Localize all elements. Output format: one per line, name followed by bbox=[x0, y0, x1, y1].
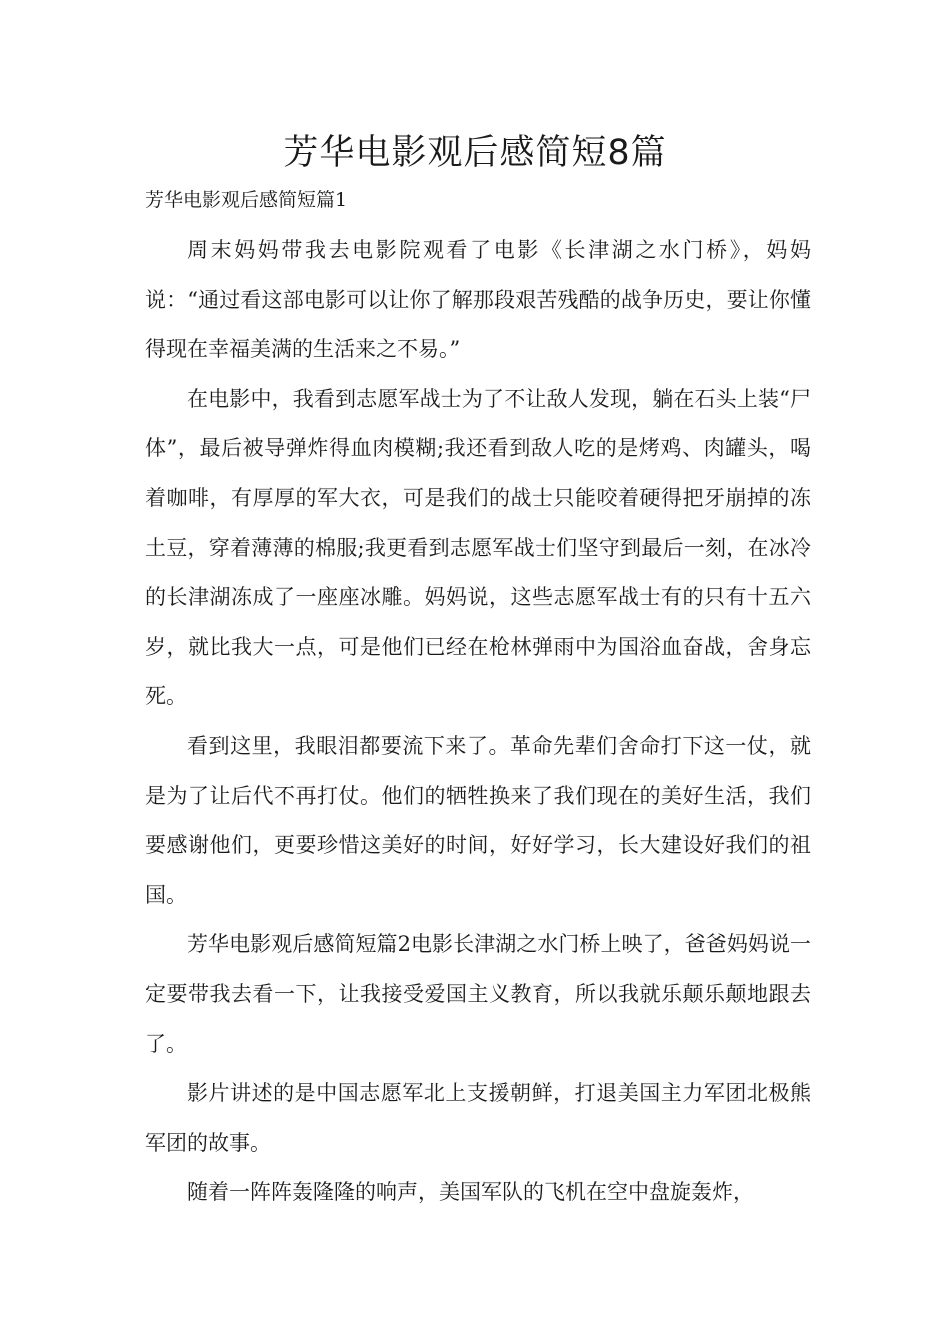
paragraph: 在电影中，我看到志愿军战士为了不让敌人发现，躺在石头上装“尸体”，最后被导弹炸得血肉模糊;我还看到敌人吃的是烤鸡、肉罐头，喝着咖啡，有厚厚的军大衣，可是我们的战士只能咬着硬得把牙崩掉的冻土豆，穿着薄薄的棉服;我更看到志愿军战士们坚守到最后一刻，在冰冷的长津湖冻成了一座座冰雕。妈妈说，这些志愿军战士有的只有十五六岁，就比我大一点，可是他们已经在枪林弹雨中为国浴血奋战，舍身忘死。 bbox=[145, 386, 811, 709]
paragraph: 周末妈妈带我去电影院观看了电影《长津湖之水门桥》，妈妈说：“通过看这部电影可以让你了解那段艰苦残酷的战争历史，要让你懂得现在幸福美满的生活来之不易。” bbox=[145, 238, 811, 362]
paragraph: 芳华电影观后感简短篇2电影长津湖之水门桥上映了，爸爸妈妈说一定要带我去看一下，让我接受爱国主义教育，所以我就乐颠乐颠地跟去了。 bbox=[145, 932, 811, 1056]
section-heading: 芳华电影观后感简短篇1 bbox=[145, 189, 348, 211]
paragraph: 随着一阵阵轰隆隆的响声，美国军队的飞机在空中盘旋轰炸， bbox=[187, 1180, 754, 1205]
document-body bbox=[145, 226, 811, 1218]
paragraph: 看到这里，我眼泪都要流下来了。革命先辈们舍命打下这一仗，就是为了让后代不再打仗。他们的牺牲换来了我们现在的美好生活，我们要感谢他们，更要珍惜这美好的时间，好好学习，长大建设好我们的祖国。 bbox=[145, 733, 811, 907]
paragraph: 影片讲述的是中国志愿军北上支援朝鲜，打退美国主力军团北极熊军团的故事。 bbox=[145, 1081, 811, 1155]
document-title: 芳华电影观后感简短8篇 bbox=[283, 133, 667, 173]
